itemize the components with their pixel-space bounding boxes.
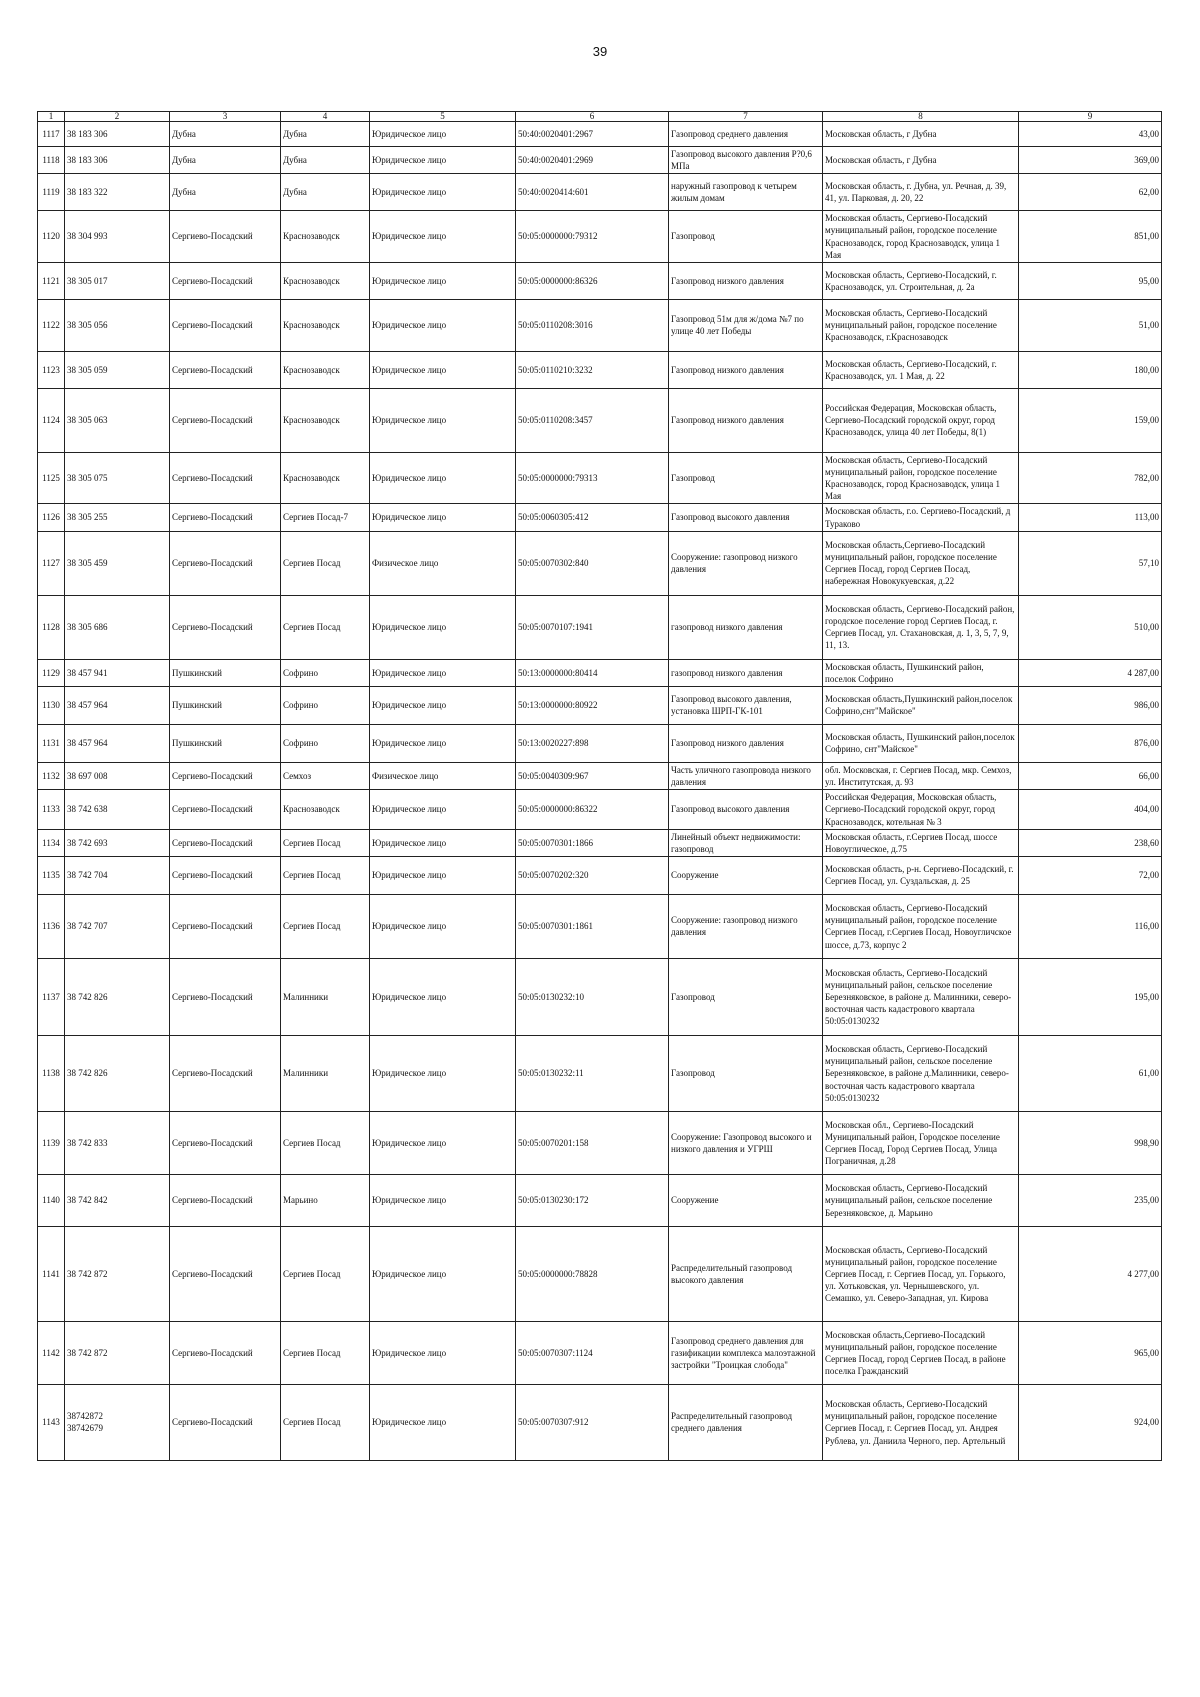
district-cell: Сергиево-Посадский (170, 351, 281, 388)
okato-code-cell: 38 742 693 (65, 829, 170, 856)
registry-table (37, 111, 1162, 1461)
column-header: 4 (281, 112, 370, 122)
table-row (38, 452, 1162, 504)
object-name-cell: Сооружение (669, 1174, 823, 1226)
object-name-cell: Газопровод высокого давления Р?0,6 МПа (669, 147, 823, 174)
address-cell: Московская область,Пушкинский район,поселок Софрино,снт"Майское" (823, 686, 1019, 724)
okato-code-cell: 38 742 638 (65, 790, 170, 829)
row-number-cell: 1142 (38, 1321, 65, 1384)
district-cell: Сергиево-Посадский (170, 1174, 281, 1226)
cadastral-number-cell: 50:05:0070201:158 (516, 1111, 669, 1174)
cadastral-number-cell: 50:13:0020227:898 (516, 724, 669, 762)
table-row (38, 1321, 1162, 1384)
table-row (38, 351, 1162, 388)
okato-code-cell: 38 305 075 (65, 452, 170, 504)
table-row (38, 122, 1162, 147)
okato-code-cell: 38742872 38742679 (65, 1384, 170, 1460)
okato-code-cell: 38 457 964 (65, 686, 170, 724)
length-value-cell: 238,60 (1019, 829, 1162, 856)
table-header (38, 112, 1162, 122)
object-name-cell: газопровод низкого давления (669, 659, 823, 686)
address-cell: Российская Федерация, Московская область, Сергиево-Посадский городской округ, город Краснозаводск, улица 40 лет Победы, 8(1) (823, 388, 1019, 452)
address-cell: Московская область, Сергиево-Посадский, г. Краснозаводск, ул. Строительная, д. 2а (823, 262, 1019, 299)
address-cell: Московская область, Сергиево-Посадский, г. Краснозаводск, ул. 1 Мая, д. 22 (823, 351, 1019, 388)
address-cell: Московская область, г Дубна (823, 147, 1019, 174)
length-value-cell: 4 277,00 (1019, 1226, 1162, 1321)
table-row (38, 958, 1162, 1035)
okato-code-cell: 38 457 964 (65, 724, 170, 762)
locality-cell: Малинники (281, 1035, 370, 1111)
address-cell: Московская область, г Дубна (823, 122, 1019, 147)
cadastral-number-cell: 50:05:0070307:1124 (516, 1321, 669, 1384)
district-cell: Сергиево-Посадский (170, 504, 281, 531)
length-value-cell: 113,00 (1019, 504, 1162, 531)
owner-type-cell: Юридическое лицо (370, 894, 516, 958)
cadastral-number-cell: 50:40:0020414:601 (516, 174, 669, 211)
row-number-cell: 1127 (38, 531, 65, 595)
table-row (38, 724, 1162, 762)
okato-code-cell: 38 304 993 (65, 211, 170, 263)
cadastral-number-cell: 50:05:0110210:3232 (516, 351, 669, 388)
cadastral-number-cell: 50:05:0070301:1861 (516, 894, 669, 958)
district-cell: Сергиево-Посадский (170, 299, 281, 351)
row-number-cell: 1133 (38, 790, 65, 829)
table-row (38, 659, 1162, 686)
okato-code-cell: 38 183 306 (65, 147, 170, 174)
object-name-cell: Распределительный газопровод высокого давления (669, 1226, 823, 1321)
locality-cell: Сергиев Посад (281, 595, 370, 659)
table-row (38, 829, 1162, 856)
owner-type-cell: Юридическое лицо (370, 958, 516, 1035)
owner-type-cell: Юридическое лицо (370, 856, 516, 894)
locality-cell: Сергиев Посад (281, 829, 370, 856)
district-cell: Сергиево-Посадский (170, 1111, 281, 1174)
district-cell: Сергиево-Посадский (170, 531, 281, 595)
address-cell: Московская область, г. Дубна, ул. Речная, д. 39, 41, ул. Парковая, д. 20, 22 (823, 174, 1019, 211)
object-name-cell: Газопровод среднего давления (669, 122, 823, 147)
locality-cell: Сергиев Посад (281, 531, 370, 595)
row-number-cell: 1129 (38, 659, 65, 686)
locality-cell: Сергиев Посад (281, 1226, 370, 1321)
table-row (38, 686, 1162, 724)
district-cell: Сергиево-Посадский (170, 958, 281, 1035)
district-cell: Сергиево-Посадский (170, 894, 281, 958)
row-number-cell: 1132 (38, 762, 65, 789)
row-number-cell: 1131 (38, 724, 65, 762)
locality-cell: Сергиев Посад (281, 1111, 370, 1174)
okato-code-cell: 38 457 941 (65, 659, 170, 686)
row-number-cell: 1128 (38, 595, 65, 659)
row-number-cell: 1123 (38, 351, 65, 388)
object-name-cell: Сооружение: газопровод низкого давления (669, 894, 823, 958)
okato-code-cell: 38 305 056 (65, 299, 170, 351)
address-cell: Московская область,Сергиево-Посадский муниципальный район, городское поселение Сергиев Посад, город Сергиев Посад, в районе поселка Гражданский (823, 1321, 1019, 1384)
length-value-cell: 57,10 (1019, 531, 1162, 595)
locality-cell: Краснозаводск (281, 211, 370, 263)
locality-cell: Краснозаводск (281, 351, 370, 388)
cadastral-number-cell: 50:05:0070107:1941 (516, 595, 669, 659)
column-header: 3 (170, 112, 281, 122)
object-name-cell: Линейный объект недвижимости: газопровод (669, 829, 823, 856)
locality-cell: Дубна (281, 122, 370, 147)
object-name-cell: Распределительный газопровод среднего давления (669, 1384, 823, 1460)
district-cell: Сергиево-Посадский (170, 1321, 281, 1384)
object-name-cell: Газопровод низкого давления (669, 351, 823, 388)
length-value-cell: 235,00 (1019, 1174, 1162, 1226)
owner-type-cell: Юридическое лицо (370, 1111, 516, 1174)
cadastral-number-cell: 50:05:0000000:86322 (516, 790, 669, 829)
owner-type-cell: Юридическое лицо (370, 724, 516, 762)
table-row (38, 299, 1162, 351)
cadastral-number-cell: 50:05:0110208:3016 (516, 299, 669, 351)
row-number-cell: 1139 (38, 1111, 65, 1174)
okato-code-cell: 38 697 008 (65, 762, 170, 789)
locality-cell: Софрино (281, 724, 370, 762)
table-row (38, 894, 1162, 958)
owner-type-cell: Физическое лицо (370, 531, 516, 595)
row-number-cell: 1141 (38, 1226, 65, 1321)
cadastral-number-cell: 50:05:0040309:967 (516, 762, 669, 789)
locality-cell: Краснозаводск (281, 299, 370, 351)
district-cell: Дубна (170, 122, 281, 147)
length-value-cell: 986,00 (1019, 686, 1162, 724)
length-value-cell: 180,00 (1019, 351, 1162, 388)
locality-cell: Сергиев Посад (281, 894, 370, 958)
object-name-cell: Сооружение (669, 856, 823, 894)
owner-type-cell: Юридическое лицо (370, 659, 516, 686)
district-cell: Сергиево-Посадский (170, 211, 281, 263)
okato-code-cell: 38 742 707 (65, 894, 170, 958)
cadastral-number-cell: 50:05:0060305:412 (516, 504, 669, 531)
owner-type-cell: Юридическое лицо (370, 1384, 516, 1460)
length-value-cell: 4 287,00 (1019, 659, 1162, 686)
owner-type-cell: Юридическое лицо (370, 1035, 516, 1111)
row-number-cell: 1122 (38, 299, 65, 351)
owner-type-cell: Юридическое лицо (370, 1226, 516, 1321)
object-name-cell: наружный газопровод к четырем жилым домам (669, 174, 823, 211)
locality-cell: Краснозаводск (281, 790, 370, 829)
length-value-cell: 195,00 (1019, 958, 1162, 1035)
okato-code-cell: 38 305 459 (65, 531, 170, 595)
okato-code-cell: 38 742 826 (65, 1035, 170, 1111)
table-row (38, 147, 1162, 174)
okato-code-cell: 38 742 833 (65, 1111, 170, 1174)
object-name-cell: Газопровод высокого давления, установка ШРП-ГК-101 (669, 686, 823, 724)
row-number-cell: 1130 (38, 686, 65, 724)
locality-cell: Марьино (281, 1174, 370, 1226)
locality-cell: Сергиев Посад (281, 1321, 370, 1384)
locality-cell: Краснозаводск (281, 388, 370, 452)
row-number-cell: 1117 (38, 122, 65, 147)
column-header: 6 (516, 112, 669, 122)
okato-code-cell: 38 305 686 (65, 595, 170, 659)
owner-type-cell: Юридическое лицо (370, 388, 516, 452)
length-value-cell: 876,00 (1019, 724, 1162, 762)
column-header: 5 (370, 112, 516, 122)
row-number-cell: 1136 (38, 894, 65, 958)
length-value-cell: 72,00 (1019, 856, 1162, 894)
address-cell: Московская область, г.о. Сергиево-Посадский, д Тураково (823, 504, 1019, 531)
length-value-cell: 62,00 (1019, 174, 1162, 211)
cadastral-number-cell: 50:05:0000000:79313 (516, 452, 669, 504)
table-row (38, 762, 1162, 789)
okato-code-cell: 38 305 059 (65, 351, 170, 388)
row-number-cell: 1135 (38, 856, 65, 894)
owner-type-cell: Юридическое лицо (370, 211, 516, 263)
cadastral-number-cell: 50:05:0070302:840 (516, 531, 669, 595)
length-value-cell: 998,90 (1019, 1111, 1162, 1174)
address-cell: обл. Московская, г. Сергиев Посад, мкр. Семхоз, ул. Институтская, д. 93 (823, 762, 1019, 789)
address-cell: Московская область,Сергиево-Посадский муниципальный район, городское поселение Сергиев Посад, город Сергиев Посад, набережная Новокукуевская, д.22 (823, 531, 1019, 595)
table-row (38, 595, 1162, 659)
address-cell: Московская область, Сергиево-Посадский муниципальный район, городское поселение Сергиев Посад, г. Сергиев Посад, ул. Андрея Рублева, ул. Даниила Черного, пер. Артельный (823, 1384, 1019, 1460)
length-value-cell: 782,00 (1019, 452, 1162, 504)
length-value-cell: 965,00 (1019, 1321, 1162, 1384)
locality-cell: Дубна (281, 147, 370, 174)
table-row (38, 388, 1162, 452)
length-value-cell: 510,00 (1019, 595, 1162, 659)
table-body (38, 122, 1162, 1461)
address-cell: Московская область, Пушкинский район, поселок Софрино (823, 659, 1019, 686)
object-name-cell: Газопровод (669, 211, 823, 263)
owner-type-cell: Юридическое лицо (370, 452, 516, 504)
owner-type-cell: Юридическое лицо (370, 1321, 516, 1384)
okato-code-cell: 38 183 306 (65, 122, 170, 147)
row-number-cell: 1138 (38, 1035, 65, 1111)
row-number-cell: 1121 (38, 262, 65, 299)
object-name-cell: Газопровод 51м для ж/дома №7 по улице 40 лет Победы (669, 299, 823, 351)
length-value-cell: 95,00 (1019, 262, 1162, 299)
cadastral-number-cell: 50:40:0020401:2969 (516, 147, 669, 174)
locality-cell: Краснозаводск (281, 262, 370, 299)
district-cell: Пушкинский (170, 724, 281, 762)
locality-cell: Сергиев Посад (281, 856, 370, 894)
column-header: 1 (38, 112, 65, 122)
page-number: 39 (592, 44, 608, 59)
table-row (38, 211, 1162, 263)
owner-type-cell: Юридическое лицо (370, 174, 516, 211)
address-cell: Московская область, Сергиево-Посадский муниципальный район, сельское поселение Березняковское, д. Марьино (823, 1174, 1019, 1226)
okato-code-cell: 38 305 017 (65, 262, 170, 299)
address-cell: Московская область, г.Сергиев Посад, шоссе Новоуглическое, д.75 (823, 829, 1019, 856)
column-header: 7 (669, 112, 823, 122)
okato-code-cell: 38 305 255 (65, 504, 170, 531)
row-number-cell: 1134 (38, 829, 65, 856)
object-name-cell: газопровод низкого давления (669, 595, 823, 659)
district-cell: Пушкинский (170, 659, 281, 686)
object-name-cell: Газопровод низкого давления (669, 262, 823, 299)
district-cell: Сергиево-Посадский (170, 262, 281, 299)
address-cell: Московская область, Пушкинский район,поселок Софрино, снт"Майское" (823, 724, 1019, 762)
table-row (38, 504, 1162, 531)
owner-type-cell: Юридическое лицо (370, 686, 516, 724)
address-cell: Московская область, Сергиево-Посадский муниципальный район, городское поселение Сергиев Посад, г. Сергиев Посад, ул. Горького, ул. Хотьковская, ул. Чернышевского, ул. Семашко, ул. Северо-Западная, ул. Кирова (823, 1226, 1019, 1321)
cadastral-number-cell: 50:40:0020401:2967 (516, 122, 669, 147)
row-number-cell: 1143 (38, 1384, 65, 1460)
district-cell: Сергиево-Посадский (170, 1384, 281, 1460)
table-row (38, 531, 1162, 595)
cadastral-number-cell: 50:13:0000000:80414 (516, 659, 669, 686)
address-cell: Российская Федерация, Московская область, Сергиево-Посадский городской округ, город Краснозаводск, котельная № 3 (823, 790, 1019, 829)
okato-code-cell: 38 742 826 (65, 958, 170, 1035)
object-name-cell: Газопровод высокого давления (669, 790, 823, 829)
object-name-cell: Газопровод низкого давления (669, 724, 823, 762)
okato-code-cell: 38 742 704 (65, 856, 170, 894)
table-row (38, 1174, 1162, 1226)
cadastral-number-cell: 50:05:0130232:11 (516, 1035, 669, 1111)
okato-code-cell: 38 183 322 (65, 174, 170, 211)
locality-cell: Семхоз (281, 762, 370, 789)
district-cell: Сергиево-Посадский (170, 595, 281, 659)
locality-cell: Краснозаводск (281, 452, 370, 504)
district-cell: Сергиево-Посадский (170, 452, 281, 504)
object-name-cell: Часть уличного газопровода низкого давления (669, 762, 823, 789)
locality-cell: Софрино (281, 659, 370, 686)
table-row (38, 1384, 1162, 1460)
length-value-cell: 924,00 (1019, 1384, 1162, 1460)
object-name-cell: Газопровод (669, 452, 823, 504)
address-cell: Московская область, р-н. Сергиево-Посадский, г. Сергиев Посад, ул. Суздальская, д. 25 (823, 856, 1019, 894)
column-header: 2 (65, 112, 170, 122)
owner-type-cell: Юридическое лицо (370, 1174, 516, 1226)
district-cell: Сергиево-Посадский (170, 762, 281, 789)
table-row (38, 1226, 1162, 1321)
locality-cell: Сергиев Посад-7 (281, 504, 370, 531)
object-name-cell: Газопровод среднего давления для газификации комплекса малоэтажной застройки "Троицкая слобода" (669, 1321, 823, 1384)
owner-type-cell: Юридическое лицо (370, 147, 516, 174)
owner-type-cell: Юридическое лицо (370, 351, 516, 388)
locality-cell: Дубна (281, 174, 370, 211)
district-cell: Сергиево-Посадский (170, 1226, 281, 1321)
cadastral-number-cell: 50:13:0000000:80922 (516, 686, 669, 724)
district-cell: Сергиево-Посадский (170, 388, 281, 452)
owner-type-cell: Юридическое лицо (370, 595, 516, 659)
owner-type-cell: Юридическое лицо (370, 262, 516, 299)
length-value-cell: 61,00 (1019, 1035, 1162, 1111)
district-cell: Сергиево-Посадский (170, 829, 281, 856)
length-value-cell: 159,00 (1019, 388, 1162, 452)
row-number-cell: 1124 (38, 388, 65, 452)
district-cell: Сергиево-Посадский (170, 1035, 281, 1111)
table-row (38, 262, 1162, 299)
length-value-cell: 43,00 (1019, 122, 1162, 147)
column-header: 9 (1019, 112, 1162, 122)
length-value-cell: 851,00 (1019, 211, 1162, 263)
row-number-cell: 1137 (38, 958, 65, 1035)
row-number-cell: 1126 (38, 504, 65, 531)
okato-code-cell: 38 742 872 (65, 1321, 170, 1384)
header-row (38, 112, 1162, 122)
cadastral-number-cell: 50:05:0070202:320 (516, 856, 669, 894)
owner-type-cell: Юридическое лицо (370, 122, 516, 147)
okato-code-cell: 38 305 063 (65, 388, 170, 452)
district-cell: Дубна (170, 147, 281, 174)
address-cell: Московская область, Сергиево-Посадский муниципальный район, сельское поселение Березняковское, в районе д. Малинники, северо-восточная часть кадастрового квартала 50:05:0130232 (823, 958, 1019, 1035)
row-number-cell: 1120 (38, 211, 65, 263)
district-cell: Пушкинский (170, 686, 281, 724)
district-cell: Дубна (170, 174, 281, 211)
owner-type-cell: Юридическое лицо (370, 504, 516, 531)
address-cell: Московская область, Сергиево-Посадский муниципальный район, сельское поселение Березняковское, в районе д.Малинники, северо-восточная часть кадастрового квартала 50:05:0130232 (823, 1035, 1019, 1111)
okato-code-cell: 38 742 842 (65, 1174, 170, 1226)
row-number-cell: 1140 (38, 1174, 65, 1226)
cadastral-number-cell: 50:05:0070301:1866 (516, 829, 669, 856)
locality-cell: Малинники (281, 958, 370, 1035)
row-number-cell: 1118 (38, 147, 65, 174)
length-value-cell: 66,00 (1019, 762, 1162, 789)
address-cell: Московская область, Сергиево-Посадский муниципальный район, городское поселение Краснозаводск, город Краснозаводск, улица 1 Мая (823, 452, 1019, 504)
length-value-cell: 369,00 (1019, 147, 1162, 174)
table-row (38, 1111, 1162, 1174)
object-name-cell: Газопровод (669, 958, 823, 1035)
column-header: 8 (823, 112, 1019, 122)
table-row (38, 790, 1162, 829)
address-cell: Московская область, Сергиево-Посадский район, городское поселение город Сергиев Посад, г. Сергиев Посад, ул. Стахановская, д. 1, 3, 5, 7, 9, 11, 13. (823, 595, 1019, 659)
owner-type-cell: Юридическое лицо (370, 829, 516, 856)
cadastral-number-cell: 50:05:0000000:79312 (516, 211, 669, 263)
cadastral-number-cell: 50:05:0130232:10 (516, 958, 669, 1035)
row-number-cell: 1119 (38, 174, 65, 211)
table-row (38, 856, 1162, 894)
owner-type-cell: Юридическое лицо (370, 299, 516, 351)
owner-type-cell: Юридическое лицо (370, 790, 516, 829)
locality-cell: Софрино (281, 686, 370, 724)
object-name-cell: Газопровод низкого давления (669, 388, 823, 452)
row-number-cell: 1125 (38, 452, 65, 504)
cadastral-number-cell: 50:05:0130230:172 (516, 1174, 669, 1226)
object-name-cell: Газопровод высокого давления (669, 504, 823, 531)
address-cell: Московская область, Сергиево-Посадский муниципальный район, городское поселение Краснозаводск, город Краснозаводск, улица 1 Мая (823, 211, 1019, 263)
length-value-cell: 116,00 (1019, 894, 1162, 958)
address-cell: Московская область, Сергиево-Посадский муниципальный район, городское поселение Краснозаводск, г.Краснозаводск (823, 299, 1019, 351)
okato-code-cell: 38 742 872 (65, 1226, 170, 1321)
object-name-cell: Сооружение: Газопровод высокого и низкого давления и УГРШ (669, 1111, 823, 1174)
table-row (38, 174, 1162, 211)
cadastral-number-cell: 50:05:0000000:78828 (516, 1226, 669, 1321)
table-row (38, 1035, 1162, 1111)
owner-type-cell: Физическое лицо (370, 762, 516, 789)
cadastral-number-cell: 50:05:0070307:912 (516, 1384, 669, 1460)
address-cell: Московская обл., Сергиево-Посадский Муниципальный район, Городское поселение Сергиев Посад, Город Сергиев Посад, Улица Пограничная, д.28 (823, 1111, 1019, 1174)
object-name-cell: Сооружение: газопровод низкого давления (669, 531, 823, 595)
cadastral-number-cell: 50:05:0110208:3457 (516, 388, 669, 452)
cadastral-number-cell: 50:05:0000000:86326 (516, 262, 669, 299)
district-cell: Сергиево-Посадский (170, 856, 281, 894)
length-value-cell: 51,00 (1019, 299, 1162, 351)
address-cell: Московская область, Сергиево-Посадский муниципальный район, городское поселение Сергиев Посад, г.Сергиев Посад, Новоугличское шоссе, д.73, корпус 2 (823, 894, 1019, 958)
locality-cell: Сергиев Посад (281, 1384, 370, 1460)
district-cell: Сергиево-Посадский (170, 790, 281, 829)
object-name-cell: Газопровод (669, 1035, 823, 1111)
length-value-cell: 404,00 (1019, 790, 1162, 829)
